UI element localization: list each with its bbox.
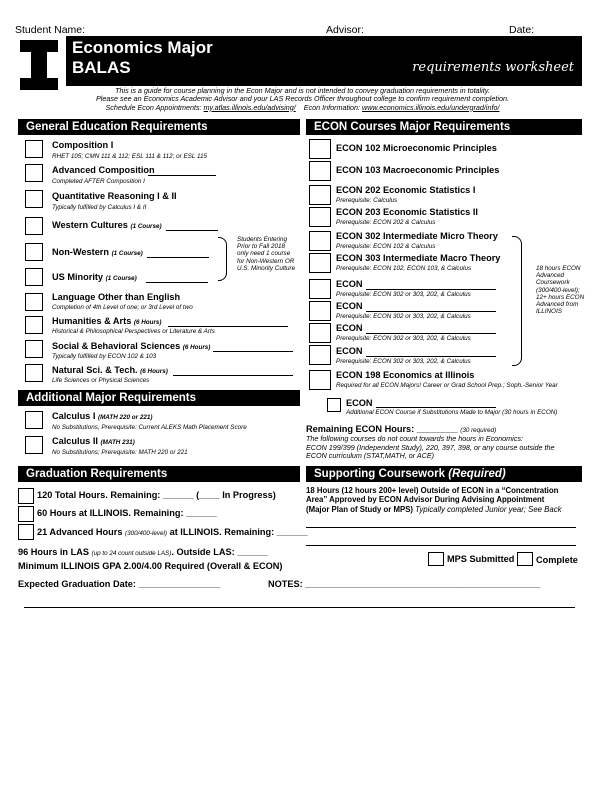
calc2-sub: No Substitutions; Prerequisite: MATH 220 or 221 [52,449,188,456]
additional-econ-sub: Additional ECON Course if Substitutions Made to Major (30 hours in ECON) [346,409,558,416]
econ198-sub: Required for all ECON Majors! Career or Grad School Prep.; Soph.-Senior Year [336,382,558,389]
elective3-label: ECON [336,323,363,333]
econ203-sub: Prerequisite: ECON 202 & Calculus [336,219,436,226]
western-line[interactable] [166,230,218,231]
supporting-line-1[interactable] [306,527,576,528]
block-i-logo [18,38,60,92]
econ302-sub: Prerequisite: ECON 102 & Calculus [336,243,436,250]
econ198-checkbox[interactable] [309,370,331,390]
econ303-checkbox[interactable] [309,253,331,273]
major-title: Economics Major [72,38,213,57]
econ302-checkbox[interactable] [309,231,331,251]
humanities-line[interactable] [168,326,288,327]
econ103-label: ECON 103 Macroeconomic Principles [336,165,500,175]
las96-label: 96 Hours in LAS (up to 24 count outside LAS). Outside LAS: ______ [18,547,268,557]
elective1-sub: Prerequisite: ECON 302 or 303, 202, & Calculus [336,291,471,298]
elective2-sub: Prerequisite: ECON 302 or 303, 202, & Calculus [336,313,471,320]
advisor-label: Advisor: [326,24,364,36]
culture-note: Students Entering Prior to Fall 2018 only need 1 course for Non-Western OR U.S. Minority Culture [237,236,296,272]
elective2-checkbox[interactable] [309,301,331,321]
nonwestern-checkbox[interactable] [25,243,43,261]
natsci-checkbox[interactable] [25,364,43,382]
elective3-line[interactable] [366,333,496,334]
usmin-line[interactable] [146,282,208,283]
date-label: Date: [509,24,535,36]
usmin-checkbox[interactable] [25,268,43,286]
econ198-label: ECON 198 Economics at Illinois [336,370,475,380]
expected-grad-label: Expected Graduation Date: ________________ [18,579,221,589]
elective4-sub: Prerequisite: ECON 302 or 303, 202, & Calculus [336,358,471,365]
complete-checkbox[interactable] [517,552,533,566]
total-hours-checkbox[interactable] [18,488,34,504]
elective4-line[interactable] [366,356,496,357]
usmin-label: US Minority (1 Course) [52,272,137,282]
adv21-label: 21 Advanced Hours (300/400-level) at ILLINOIS. Remaining: ______ [37,527,308,537]
social-label: Social & Behavioral Sciences (6 Hours) [52,341,211,351]
humanities-label: Humanities & Arts (6 Hours) [52,316,162,326]
comp1-sub: RHET 105; CMN 111 & 112; ESL 111 & 112; or ESL 115 [52,153,208,160]
notes-label: NOTES: ______________________________________________ [268,579,541,589]
elective3-sub: Prerequisite: ECON 302 or 303, 202, & Calculus [336,335,471,342]
adv-comp-sub: Completed AFTER Composition I [52,178,145,185]
student-name-label: Student Name: [15,24,86,36]
additional-econ-line[interactable] [376,407,496,408]
intro-text: This is a guide for course planning in the Econ Major and is not intended to convey graduation requirements in totality. Please see an Economics Academic Advisor and your LAS Records Officer throughout college to confirm requirement completion. Schedule Econ Appointments: my.atlas.illinois.edu/advising/ Econ Information: www.economics.illinois.edu/undergrad/info/ [96,86,509,112]
advising-link[interactable]: my.atlas.illinois.edu/advising/ [203,102,296,112]
supporting-desc: 18 Hours (12 hours 200+ level) Outside of ECON in a “Concentration Area” Approved by ECON Advisor During Advising Appointment (Major Plan of Study or MPS) Typically completed Junior year; See Back [306,486,562,514]
econ203-label: ECON 203 Economic Statistics II [336,207,478,217]
western-label: Western Cultures (1 Course) [52,220,162,230]
elective4-label: ECON [336,346,363,356]
culture-brace [218,237,227,281]
econ102-label: ECON 102 Microeconomic Principles [336,143,497,153]
elective3-checkbox[interactable] [309,323,331,343]
additional-econ-checkbox[interactable] [327,398,341,412]
nonwestern-line[interactable] [147,257,209,258]
elective1-label: ECON [336,279,363,289]
western-checkbox[interactable] [25,217,43,235]
econ303-sub: Prerequisite: ECON 102, ECON 103, & Calculus [336,265,472,272]
total-hours-label: 120 Total Hours. Remaining: ______ (____ In Progress) [37,490,276,500]
econ302-label: ECON 302 Intermediate Micro Theory [336,231,498,241]
advanced-note: 18 hours ECON Advanced Coursework (300/400-level); 12+ hours ECON Advanced from ILLINOIS [536,265,585,316]
not-count-note: The following courses do not count towards the hours in Economics: ECON 199/399 (Independent Study), 220, 397, 398, or any course outside the ECON curriculum (STAT,MATH, or ACE) [306,434,555,460]
quant-label: Quantitative Reasoning I & II [52,191,177,201]
natsci-label: Natural Sci. & Tech. (6 Hours) [52,365,168,375]
additional-econ-label: ECON [346,398,373,408]
quant-checkbox[interactable] [25,190,43,208]
elective2-label: ECON [336,301,363,311]
elective4-checkbox[interactable] [309,345,331,365]
graduation-heading: Graduation Requirements [18,466,300,482]
gen-ed-heading: General Education Requirements [18,119,300,135]
language-label: Language Other than English [52,292,181,302]
adv21-checkbox[interactable] [18,524,34,540]
calc2-label: Calculus II (MATH 231) [52,436,135,446]
title-bar [66,36,582,86]
complete-label: Complete [536,555,578,565]
social-sub: Typically fulfilled by ECON 102 & 103 [52,353,157,360]
elective1-line[interactable] [366,289,496,290]
worksheet-title: requirements worksheet [412,60,574,75]
illinois60-label: 60 Hours at ILLINOIS. Remaining: ______ [37,508,217,518]
quant-sub: Typically fulfilled by Calculus I & II [52,204,147,211]
comp1-checkbox[interactable] [25,140,43,158]
econ202-sub: Prerequisite: Calculus [336,197,398,204]
additional-heading: Additional Major Requirements [18,390,300,406]
adv-comp-label: Advanced Composition [52,165,155,175]
advanced-brace [512,236,522,366]
social-line[interactable] [213,351,293,352]
social-checkbox[interactable] [25,340,43,358]
econ203-checkbox[interactable] [309,207,331,227]
humanities-checkbox[interactable] [25,316,43,334]
gpa-label: Minimum ILLINOIS GPA 2.00/4.00 Required (Overall & ECON) [18,561,283,571]
illinois60-checkbox[interactable] [18,506,34,522]
elective2-line[interactable] [366,311,496,312]
econ202-label: ECON 202 Economic Statistics I [336,185,476,195]
adv-comp-checkbox[interactable] [25,164,43,182]
econ-heading: ECON Courses Major Requirements [306,119,582,135]
language-sub: Completion of 4th Level of one; or 3rd Level of two [52,304,193,311]
humanities-sub: Historical & Philosophical Perspectives or Literature & Arts [52,328,215,335]
calc1-sub: No Substitutions; Prerequisite: Current ALEKS Math Placement Score [52,424,247,431]
mps-submitted-label: MPS Submitted [447,554,515,564]
natsci-sub: Life Sciences or Physical Sciences [52,377,150,384]
econ-info-link[interactable]: www.economics.illinois.edu/undergrad/info/ [362,102,500,112]
elective1-checkbox[interactable] [309,279,331,299]
notes-line-1[interactable] [24,607,575,608]
mps-submitted-checkbox[interactable] [428,552,444,566]
calc1-label: Calculus I (MATH 220 or 221) [52,411,153,421]
calc2-checkbox[interactable] [25,436,43,454]
econ103-checkbox[interactable] [309,161,331,181]
econ102-checkbox[interactable] [309,139,331,159]
calc1-checkbox[interactable] [25,411,43,429]
comp1-label: Composition I [52,140,114,150]
econ202-checkbox[interactable] [309,185,331,205]
degree-title: BALAS [72,58,131,77]
supporting-line-2[interactable] [306,545,576,546]
supporting-heading: Supporting Coursework (Required) [306,466,582,482]
nonwestern-label: Non-Western (1 Course) [52,247,143,257]
adv-comp-line[interactable] [148,175,216,176]
natsci-line[interactable] [173,375,293,376]
econ303-label: ECON 303 Intermediate Macro Theory [336,253,501,263]
language-checkbox[interactable] [25,293,43,311]
remaining-econ-label: Remaining ECON Hours: ________ (30 required) [306,424,497,434]
